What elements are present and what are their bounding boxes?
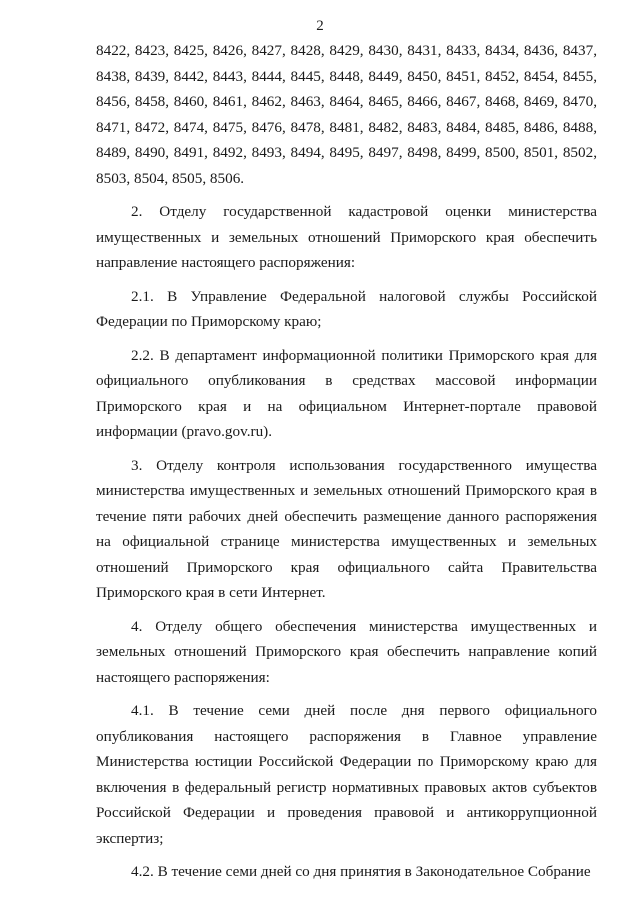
paragraph-item-2: 2. Отделу государственной кадастровой оценки министерства имущественных и земельных отношений Приморского края обеспечить направление настоящего распоряжения: bbox=[96, 203, 597, 271]
paragraph-item-4-1: 4.1. В течение семи дней после дня первого официального опубликования настоящего распоряжения в Главное управление Министерства юстиции Российской Федерации по Приморскому краю для включения в федеральный регистр нормативных правовых актов субъектов Российской Федерации и проведения правовой и антикоррупционной экспертиз; bbox=[96, 702, 597, 847]
paragraph-item-4-2: 4.2. В течение семи дней со дня принятия в Законодательное Собрание bbox=[131, 863, 591, 880]
document-body bbox=[96, 38, 597, 885]
page-number: 2 bbox=[316, 18, 324, 34]
paragraph-item-4: 4. Отделу общего обеспечения министерства имущественных и земельных отношений Приморского края обеспечить направление копий настоящего распоряжения: bbox=[96, 617, 597, 686]
paragraph-item-2-2: 2.2. В департамент информационной политики Приморского края для официального опубликования в средствах массовой информации Приморского края и на официальном Интернет-портале правовой информации (pravo.gov.ru). bbox=[96, 346, 597, 440]
paragraph-item-3: 3. Отделу контроля использования государственного имущества министерства имущественных и земельных отношений Приморского края в течение пяти рабочих дней обеспечить размещение данного распоряжения на официальной странице министерства имущественных и земельных отношений Приморского края официального сайта Правительства Приморского края в сети Интернет. bbox=[96, 456, 597, 601]
paragraph-cadastral-numbers: 8422, 8423, 8425, 8426, 8427, 8428, 8429, 8430, 8431, 8433, 8434, 8436, 8437, 8438, 8439, 8442, 8443, 8444, 8445, 8448, 8449, 8450, 8451, 8452, 8454, 8455, 8456, 8458, 8460, 8461, 8462, 8463, 8464, 8465, 8466, 8467, 8468, 8469, 8470, 8471, 8472, 8474, 8475, 8476, 8478, 8481, 8482, 8483, 8484, 8485, 8486, 8488, 8489, 8490, 8491, 8492, 8493, 8494, 8495, 8497, 8498, 8499, 8500, 8501, 8502, 8503, 8504, 8505, 8506. bbox=[96, 42, 597, 187]
paragraph-item-2-1: 2.1. В Управление Федеральной налоговой службы Российской Федерации по Приморскому краю; bbox=[96, 287, 597, 330]
